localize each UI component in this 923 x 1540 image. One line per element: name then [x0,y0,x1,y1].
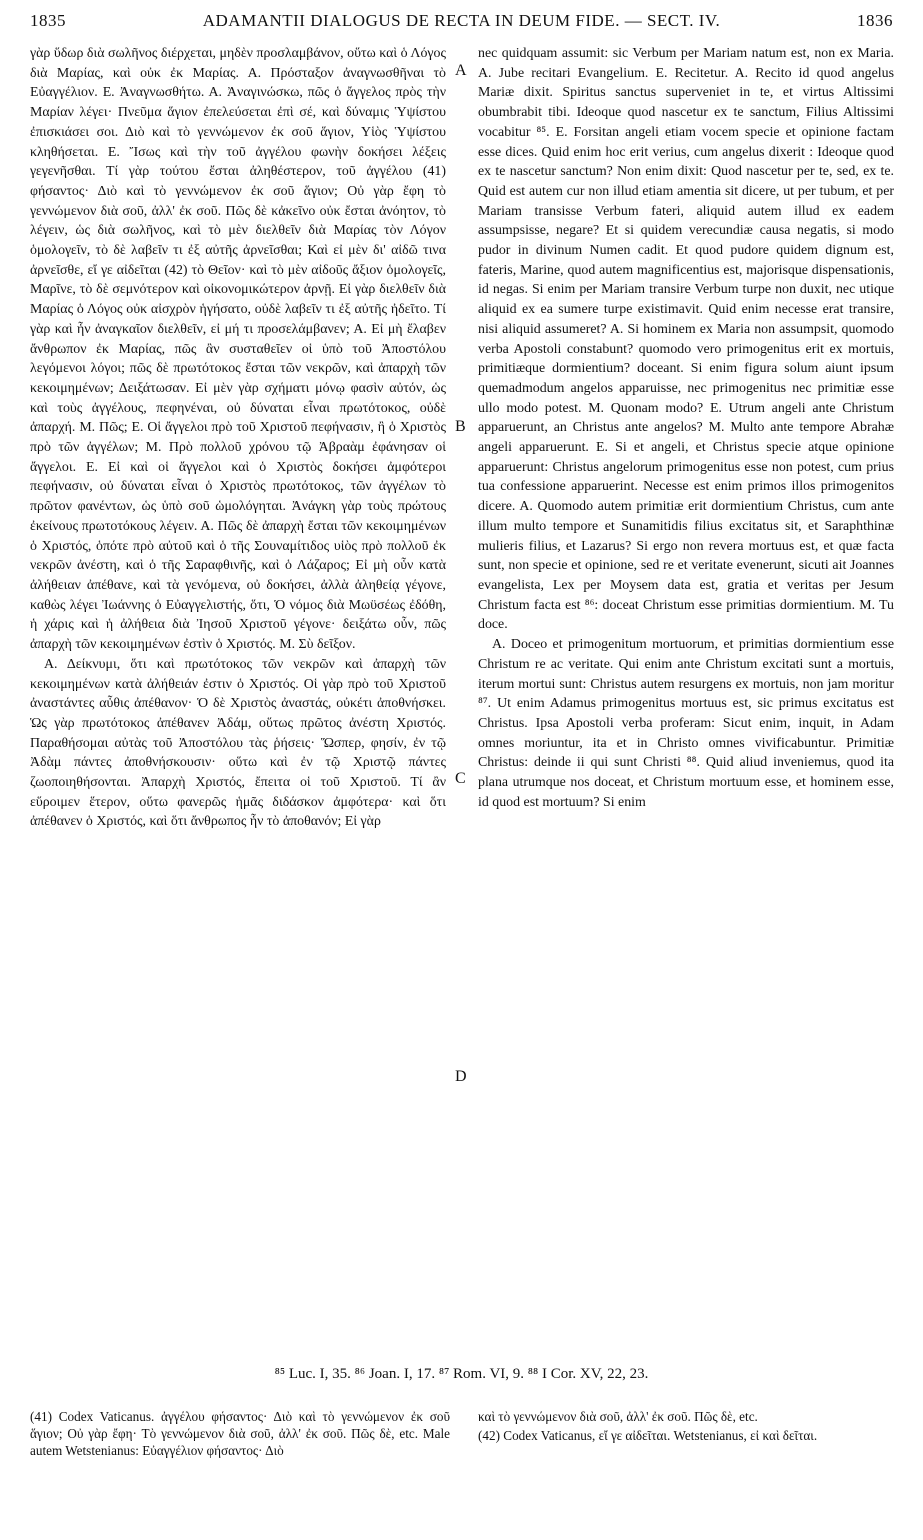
critical-note: καὶ τὸ γεννώμενον διὰ σοῦ, ἀλλ' ἐκ σοῦ. Πῶς δὲ, etc. [478,1409,758,1424]
latin-column [478,44,894,812]
scripture-footnotes: ⁸⁵ Luc. I, 35. ⁸⁶ Joan. I, 17. ⁸⁷ Rom. VI, 9. ⁸⁸ I Cor. XV, 22, 23. [274,1366,649,1382]
critical-note: (41) Codex Vaticanus. ἀγγέλου φήσαντος· Διὸ καὶ τὸ γεννώμενον ἐκ σοῦ ἅγιον; Οὐ γὰρ ἔφη· Τὸ γεννώμενον διὰ σοῦ, ἀλλ' ἐκ σοῦ. Πῶς δὲ, etc. Male autem Wetstenianus: Εὐαγγέλιον φήσαντος· Διὸ [30,1409,450,1458]
critical-note: (42) Codex Vaticanus, εἴ γε αἰδεῖται. Wetstenianus, εἰ καὶ δεῖται. [478,1428,818,1443]
latin-paragraph: A. Doceo et primogenitum mortuorum, et primitias dormientium esse Christum re ac veritate. Qui enim ante Christum excitati sunt a mortuis, iterum mortui sunt: Christus autem resurgens ex mortuis, non jam moritur ⁸⁷. Ut enim Adamus primogenitus mortuus est, sic primus excitatus est Christus. Ipsa Apostoli verba proferam: Sicut enim, inquit, in Adam omnes moriuntur, ita et in Christo omnes vivificabuntur. Primitiæ Christus: deinde ii qui sunt Christi ⁸⁸. Quid aliud inveniemus, quod ita plana utrumque nos doceat, et Christum mortuum esse, et hominem esse, id quod est mortuum? Si enim [478,637,894,810]
critical-notes-left [30,1408,450,1459]
greek-column [30,44,446,832]
page-number-left: 1835 [30,11,66,30]
margin-marker-c: C [455,770,466,787]
margin-marker-a: A [455,62,467,79]
greek-paragraph: γὰρ ὕδωρ διὰ σωλῆνος διέρχεται, μηδὲν προσλαμβάνον, οὕτω καὶ ὁ Λόγος διὰ Μαρίας, καὶ οὐκ ἐκ Μαρίας. Α. Πρόσταξον ἀναγνωσθῆναι τὸ Εὐαγγέλιον. Ε. Ἀναγνωσθήτω. Α. Ἀναγινώσκω, πῶς ὁ ἄγγελος πρὸς τὴν Μαρίαν λέγει· Πνεῦμα ἅγιον ἐπελεύσεται ἐπὶ σέ, καὶ δύναμις Ὑψίστου ἐπισκιάσει σοι. Διὸ καὶ τὸ γεννώμενον ἐκ σοῦ ἅγιον, Υἱὸς Ὑψίστου κληθήσεται. Ε. Ἴσως καὶ τὴν τοῦ ἀγγέλου φωνὴν δοκήσει λέξεις γεγενῆσθαι. Τί γὰρ τούτου ἔσται ἀληθέστερον, τοῦ ἀγγέλου (41) φήσαντος· Διὸ καὶ τὸ γεννώμενον ἐκ σοῦ ἅγιον; Οὐ γὰρ ἔφη τὸ γεννώμενον διὰ σοῦ, ἀλλ' ἐκ σοῦ. Πῶς δὲ κἀκεῖνο οὐκ ἔσται ἀνόητον, τὸ λέγειν, ὡς διὰ σωλῆνος, καὶ τὸ μὲν διελθεῖν διὰ Μαρίας τὸν Λόγον ὁμολογεῖν, τὸ δὲ λαβεῖν τι ἐξ αὐτῆς ἀρνεῖσθαι; Καὶ εἰ μὲν δι' αἰδῶ τινα ἀρνεῖσθε, εἴ γε αἰδεῖται (42) τὸ Θεῖον· καὶ τὸ μὲν αἰδοῦς ἄξιον ὁμολογεῖς, Μαρῖνε, τὸ δὲ σεμνότερον καὶ οἰκονομικώτερον ἀρνῇ. Εἰ γὰρ διελθεῖν διὰ Μαρίας ὁ Λόγος οὐκ αἰσχρὸν ἡγήσατο, οὐδὲ λαβεῖν τι ἐξ αὐτῆς ἠδεῖτο. Τί γὰρ καὶ ἦν ἀναγκαῖον διελθεῖν, εἰ μή τι προσελάμβανεν; Α. Εἰ μὴ ἔλαβεν ἄνθρωπον ἐκ Μαρίας, πῶς ἂν συσταθεῖεν οἱ ὑπὸ τοῦ Ἀποστόλου λεγόμενοι λόγοι; πῶς δὲ πρωτότοκος ἔσται τῶν νεκρῶν, καὶ ἀπαρχὴ τῶν κεκοιμημένων; Δειξάτωσαν. Εἰ μὲν γὰρ σχήματι μόνῳ φασὶν αὐτόν, ὡς καὶ τοὺς ἀγγέλους, πεφηνέναι, οὐ δύναται εἶναι πρωτότοκος, οὐδὲ ἀπαρχή. Μ. Πῶς; Ε. Οἱ ἄγγελοι πρὸ τοῦ Χριστοῦ πεφήνασιν, ἢ ὁ Χριστὸς πρὸ τῶν ἀγγέλων; Μ. Πρὸ πολλοῦ χρόνου τῷ Ἀβραὰμ ἐφάνησαν οἱ ἄγγελοι. Ε. Εἰ καὶ οἱ ἄγγελοι καὶ ὁ Χριστὸς δοκήσει ἀμφότεροι πεφήνασιν, οὐ δύναται εἶναι ὁ Χριστὸς πρωτότοκος, τῶν ἀγγέλων τὸ πρῶτον φανέντων, ὡς ὑπὸ σοῦ ὡμολόγηται. Ἀνάγκη γὰρ τοὺς πρώτους ἐκείνους πρωτοτόκους λέγειν. Α. Πῶς δὲ ἀπαρχὴ ἔσται τῶν κεκοιμημένων ὁ Χριστός, ὁπότε πρὸ αὐτοῦ καὶ ὁ τῆς Σουναμίτιδος υἱὸς πρὸ πολλοῦ ἐκ νεκρῶν ἀνέστη, καὶ ὁ τῆς Σαραφθινῆς, καὶ ὁ Λάζαρος; Εἰ μὴ οὖν κατὰ ἀλήθειαν ἀπέθανε, καὶ τὰ γενόμενα, οὐ δοκήσει, ἀλλὰ ἀληθείᾳ γέγονε, καθὼς λέγει Ἰωάννης ὁ Εὐαγγελιστής, ὅτι, Ὁ νόμος διὰ Μωϋσέως ἐδόθη, ἡ χάρις καὶ ἡ ἀλήθεια διὰ Ἰησοῦ Χριστοῦ γέγονε· δειξάτω οὖν, πῶς ἀπαρχὴ τῶν κεκοιμημένων ἐστὶν ὁ Χριστός. Μ. Σὺ δεῖξον. [30,46,446,653]
page-header [30,8,893,34]
margin-marker-d: D [455,1068,467,1085]
latin-paragraph: nec quidquam assumit: sic Verbum per Mariam natum est, non ex Maria. A. Jube recitari Evangelium. E. Recitetur. A. Recito id quod angelus Mariæ dixit. Spiritus sanctus superveniet in te, et virtus Altissimi obumbrabit tibi. Ideoque quod nascetur ex te sanctum, Filius Altissimi vocabitur ⁸⁵. E. Forsitan angeli etiam vocem specie et opinione factam esse dices. Quid enim hoc erit verius, cum angelus dixerit : Ideoque quod ex te nascetur sanctum? Non enim dixit: Quod nascetur per te, sed, ex te. Quid est autem cur non illud etiam amentia sit dicere, ut per tubum, et per Mariam transisse Verbum fateri, aliquid autem illud ex eadem assumpsisse, negare? Et si quidem verecundiæ causa negatis, si modo pudor in divinum Numen cadit. Et quod pudore quidem dignum est, fateris, Marine, quod autem magnificentius est, majorisque dispensationis, id negas. Si enim per Mariam transire Verbum turpe non duxit, nec utique aliquid ex ea sumere turpe existimavit. Quid enim necesse erat transire, nisi aliquid assumeret? A. Si hominem ex Maria non assumpsit, quomodo verba Apostoli constabunt? quomodo vero primogenitus erit ex mortuis, primitiæque dormientium? doceant. Si enim figura solum aiunt ipsum quemadmodum angelos apparuisse, nec primogenitus nec primitiæ esse ullo modo potest. M. Quonam modo? E. Utrum angeli ante Christum apparuerunt, an Christus ante angelos? M. Multo ante tempore Abrahæ angeli apparuerunt. E. Si et angeli, et Christus specie atque opinione apparuerunt: Christus angelorum primogenitus esse non potest, cum prius tua confessione apparuerint. Necesse est enim primos illos primogenitos dicere. A. Quomodo autem primitiæ erit dormientium Christus, cum ante illum multo tempore et Sunamitidis filius excitatus sit, et Saraphthinæ mulieris filius, et Lazarus? Si ergo non revera mortuus est, et quæ facta sunt, non specie et opinione, sed re et veritate evenerunt, sicuti ait Joannes evangelista, Lex per Moysem data est, gratia et veritas per Jesum Christum facta est ⁸⁶: doceat Christum esse primitias dormientium. M. Tu doce. [478,46,894,633]
page-number-right: 1836 [857,11,893,30]
greek-paragraph: Α. Δείκνυμι, ὅτι καὶ πρωτότοκος τῶν νεκρῶν καὶ ἀπαρχὴ τῶν κεκοιμημένων κατὰ ἀλήθειάν ἐστιν ὁ Χριστός. Οἱ γὰρ πρὸ τοῦ Χριστοῦ ἀναστάντες αὖθις ἀπέθανον· Ὁ δὲ Χριστὸς ἀναστάς, οὐκέτι ἀποθνήσκει. Ὡς γὰρ πρωτότοκος ἀπέθανεν Ἀδάμ, οὕτως πρῶτος ἀνέστη Χριστός. Παραθήσομαι αὐτὰς τοῦ Ἀποστόλου τὰς ῥήσεις· Ὥσπερ, φησίν, ἐν τῷ Ἀδὰμ πάντες ἀποθνήσκουσιν· οὕτω καὶ ἐν τῷ Χριστῷ πάντες ζωοποιηθήσονται. Ἀπαρχὴ Χριστός, ἔπειτα οἱ τοῦ Χριστοῦ. Τί ἂν εὕροιμεν ἕτερον, οὕτω φανερῶς ἡμᾶς διδάσκον ἀμφότερα· καὶ ὅτι ἀπέθανεν ὁ Χριστός, καὶ ὅτι ἄνθρωπος ἦν τὸ ἀποθανόν; Εἰ γὰρ [30,656,446,830]
critical-notes-right [478,1408,894,1444]
running-title: ADAMANTII DIALOGUS DE RECTA IN DEUM FIDE. — SECT. IV. [202,11,721,30]
margin-marker-b: B [455,418,466,435]
